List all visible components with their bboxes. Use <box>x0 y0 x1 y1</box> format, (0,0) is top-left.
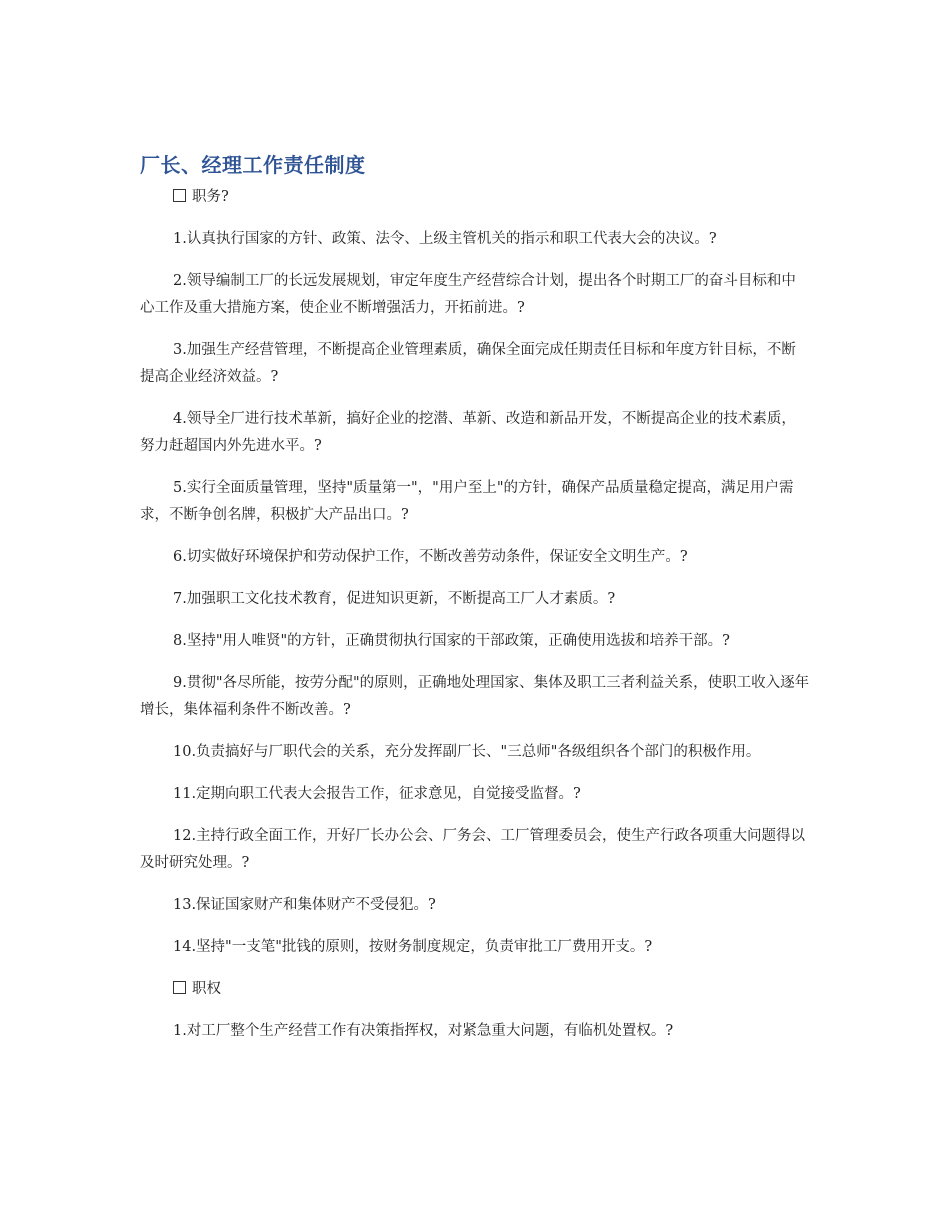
duty-item-9: 9.贯彻"各尽所能，按劳分配"的原则，正确地处理国家、集体及职工三者利益关系，使职工收入逐年增长，集体福利条件不断改善。? <box>140 675 810 718</box>
checkbox-square-icon <box>173 981 186 994</box>
section-heading-duties <box>140 184 810 211</box>
duty-item-3: 3.加强生产经营管理，不断提高企业管理素质，确保全面完成任期责任目标和年度方针目标，不断提高企业经济效益。? <box>140 342 796 385</box>
checkbox-square-icon <box>173 189 186 202</box>
duty-item-6: 6.切实做好环境保护和劳动保护工作，不断改善劳动条件，保证安全文明生产。? <box>173 549 688 565</box>
section-heading-label: 职权 <box>192 981 221 997</box>
duty-item-14: 14.坚持"一支笔"批钱的原则，按财务制度规定，负责审批工厂费用开支。? <box>173 939 653 955</box>
section-heading-authority <box>140 976 810 1003</box>
duty-item-10: 10.负责搞好与厂职代会的关系，充分发挥副厂长、"三总师"各级组织各个部门的积极作用。 <box>173 744 761 760</box>
duty-item-4: 4.领导全厂进行技术革新，搞好企业的挖潜、革新、改造和新品开发，不断提高企业的技术素质，努力赶超国内外先进水平。? <box>140 411 796 454</box>
duty-item-13: 13.保证国家财产和集体财产不受侵犯。? <box>173 897 436 913</box>
authority-item-1: 1.对工厂整个生产经营工作有决策指挥权，对紧急重大问题，有临机处置权。? <box>173 1023 674 1039</box>
duty-item-2: 2.领导编制工厂的长远发展规划，审定年度生产经营综合计划，提出各个时期工厂的奋斗目标和中心工作及重大措施方案，使企业不断增强活力，开拓前进。? <box>140 273 796 316</box>
duty-item-1: 1.认真执行国家的方针、政策、法令、上级主管机关的指示和职工代表大会的决议。? <box>173 231 717 247</box>
section-heading-label: 职务? <box>192 189 229 205</box>
duty-item-8: 8.坚持"用人唯贤"的方针，正确贯彻执行国家的干部政策，正确使用选拔和培养干部。? <box>173 633 730 649</box>
duty-item-12: 12.主持行政全面工作，开好厂长办公会、厂务会、工厂管理委员会，使生产行政各项重大问题得以及时研究处理。? <box>140 828 806 871</box>
document-body <box>140 150 810 1060</box>
duty-item-11: 11.定期向职工代表大会报告工作，征求意见，自觉接受监督。? <box>173 786 581 802</box>
duty-item-5: 5.实行全面质量管理，坚持"质量第一"，"用户至上"的方针，确保产品质量稳定提高，满足用户需求，不断争创名牌，积极扩大产品出口。? <box>140 480 794 523</box>
document-title: 厂长、经理工作责任制度 <box>140 153 366 177</box>
duty-item-7: 7.加强职工文化技术教育，促进知识更新，不断提高工厂人才素质。? <box>173 591 616 607</box>
